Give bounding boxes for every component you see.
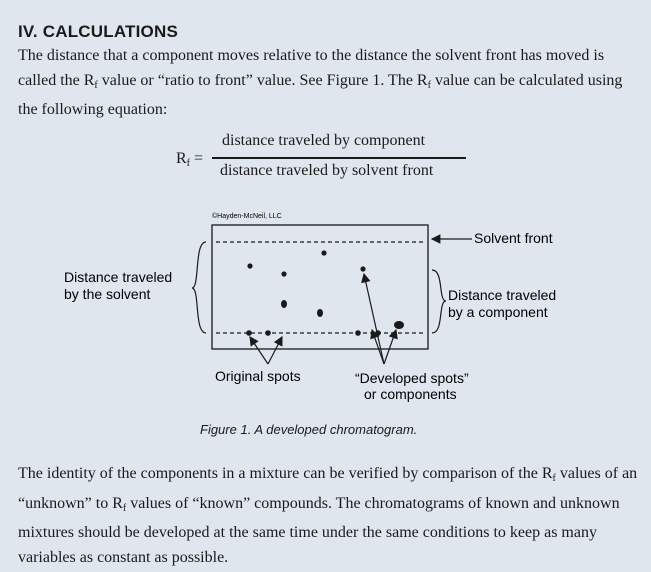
intro-rf-subscript-1: f xyxy=(94,79,98,91)
conclusion-rf-subscript-1: f xyxy=(552,473,556,484)
equation-r: R xyxy=(176,150,187,167)
developed-spot-6 xyxy=(317,309,323,317)
developed-spots-arrow-3 xyxy=(384,330,396,364)
origin-spot-3 xyxy=(355,330,361,336)
developed-spot-1 xyxy=(247,263,252,268)
component-distance-brace xyxy=(432,270,446,333)
original-spots-label: Original spots xyxy=(215,368,301,384)
conclusion-rf-subscript-2: f xyxy=(122,502,127,514)
developed-spots-label-1: “Developed spots” xyxy=(355,370,469,386)
origin-spot-1 xyxy=(246,330,252,336)
conclusion-paragraph xyxy=(18,462,638,570)
section-heading: IV. CALCULATIONS xyxy=(18,22,178,41)
solvent-distance-label-2: by the solvent xyxy=(64,286,151,302)
equation-r-subscript: f xyxy=(186,158,191,169)
copyright-text: ©Hayden-McNeil, LLC xyxy=(212,213,282,220)
chromatogram-figure xyxy=(0,200,651,460)
solvent-distance-brace xyxy=(192,242,206,333)
equation-denominator: distance traveled by solvent front xyxy=(220,162,434,179)
intro-rf-subscript-2: f xyxy=(427,79,431,91)
intro-text-a: The distance that a component moves relative to the distance the solvent front has moved is called the R xyxy=(18,47,605,89)
figure-caption: Figure 1. A developed chromatogram. xyxy=(200,422,418,437)
intro-paragraph xyxy=(18,44,638,123)
original-spots-arrow-left xyxy=(250,337,268,364)
component-distance-label-1: Distance traveled xyxy=(448,287,557,303)
developed-spot-3 xyxy=(281,271,286,276)
developed-spot-5 xyxy=(281,300,287,308)
conclusion-text-c: values of “known” compounds. The chromatograms of known and unknown mixtures should be developed at the same time under the same conditions to keep as many variables as constant as possible. xyxy=(18,494,620,566)
conclusion-text-a: The identity of the components in a mixture can be verified by comparison of the R xyxy=(18,465,553,482)
equation-numerator: distance traveled by component xyxy=(222,132,426,149)
original-spots-arrow-right xyxy=(268,337,282,364)
equation-equals: = xyxy=(190,150,204,167)
fraction-bar xyxy=(212,157,466,159)
equation-lhs xyxy=(176,150,203,169)
rf-equation xyxy=(0,132,651,192)
component-distance-label-2: by a component xyxy=(448,304,548,320)
origin-spot-2 xyxy=(265,330,271,336)
conclusion-text-b: values of an “unknown” to R xyxy=(18,465,638,512)
intro-text-c: value can be calculated using the following equation: xyxy=(18,71,623,118)
developed-spots-arrow-1 xyxy=(364,274,384,364)
intro-text-b: value or “ratio to front” value. See Figure 1. The R xyxy=(97,71,428,89)
solvent-front-label: Solvent front xyxy=(474,230,553,246)
developed-spot-7 xyxy=(394,321,404,329)
developed-spot-2 xyxy=(321,250,326,255)
developed-spots-label-2: or components xyxy=(364,386,457,402)
solvent-distance-label-1: Distance traveled xyxy=(64,269,173,285)
developed-spot-4 xyxy=(360,266,365,271)
